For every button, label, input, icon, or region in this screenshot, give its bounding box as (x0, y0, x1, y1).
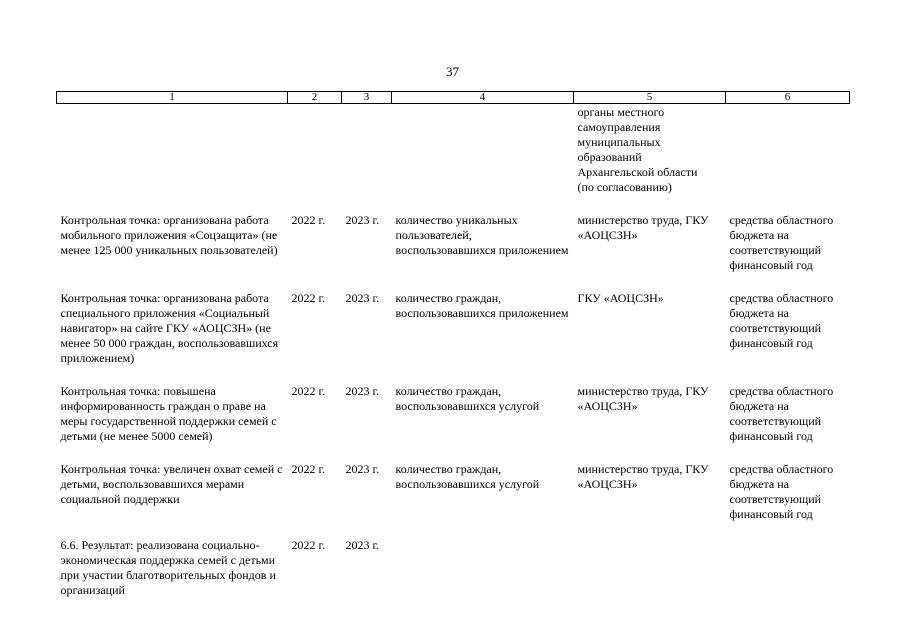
column-header-4: 4 (392, 92, 574, 104)
row-end-year: 2023 г. (345, 213, 380, 227)
row-responsible: министерство труда, ГКУ «АОЦСЗН» (577, 462, 709, 491)
row-indicator: количество уникальных пользователей, воспользовавшихся приложением (395, 213, 569, 257)
row-start-year: 2022 г. (291, 462, 326, 476)
row-start-year: 2022 г. (291, 213, 326, 227)
table-row (57, 291, 850, 384)
row-description: 6.6. Результат: реализована социально-экономическая поддержка семей с детьми при участии благотворительных фондов и организаций (60, 538, 276, 597)
table-row (57, 213, 850, 291)
row-start-year: 2022 г. (291, 291, 326, 305)
header-row (57, 92, 850, 104)
page-number: 37 (446, 64, 459, 79)
plan-table (56, 91, 850, 598)
column-header-6: 6 (726, 92, 850, 104)
row-funding (726, 538, 850, 598)
row-indicator (392, 538, 574, 598)
column-header-2: 2 (288, 92, 342, 104)
table-row (57, 384, 850, 462)
row-description: Контрольная точка: организована работа специального приложения «Социальный навигатор» на сайте ГКУ «АОЦСЗН» (не менее 50 000 граждан, воспользовавшихся приложением) (60, 291, 279, 365)
row-responsible: министерство труда, ГКУ «АОЦСЗН» (577, 384, 709, 413)
row-start-year: 2022 г. (291, 538, 326, 552)
column-header-5: 5 (574, 92, 726, 104)
row-description: Контрольная точка: организована работа мобильного приложения «Соцзащита» (не менее 125 000 уникальных пользователей) (60, 213, 278, 257)
row-responsible: министерство труда, ГКУ «АОЦСЗН» (577, 213, 709, 242)
row-responsible: органы местного самоуправления муниципальных образований Архангельской области (по согласованию) (577, 105, 698, 194)
row-funding: средства областного бюджета на соответствующий финансовый год (729, 462, 834, 521)
row-start-year (288, 104, 342, 214)
row-funding: средства областного бюджета на соответствующий финансовый год (729, 213, 834, 272)
table-row (57, 538, 850, 598)
table-row (57, 104, 850, 214)
column-header-1: 1 (57, 92, 288, 104)
row-description: Контрольная точка: увеличен охват семей с детьми, воспользовавшихся мерами социальной поддержки (60, 462, 283, 506)
row-indicator: количество граждан, воспользовавшихся услугой (395, 462, 540, 491)
row-responsible (574, 538, 726, 598)
row-funding: средства областного бюджета на соответствующий финансовый год (729, 384, 834, 443)
row-end-year: 2023 г. (345, 538, 380, 552)
table-row (57, 462, 850, 538)
row-start-year: 2022 г. (291, 384, 326, 398)
row-funding: средства областного бюджета на соответствующий финансовый год (729, 291, 834, 350)
row-end-year (342, 104, 392, 214)
row-description (57, 104, 288, 214)
row-end-year: 2023 г. (345, 384, 380, 398)
row-end-year: 2023 г. (345, 291, 380, 305)
column-header-3: 3 (342, 92, 392, 104)
row-description: Контрольная точка: повышена информированность граждан о праве на меры государственной поддержки семей с детьми (не менее 5000 семей) (60, 384, 277, 443)
row-indicator (392, 104, 574, 214)
row-end-year: 2023 г. (345, 462, 380, 476)
row-funding (726, 104, 850, 214)
row-indicator: количество граждан, воспользовавшихся услугой (395, 384, 540, 413)
row-indicator: количество граждан, воспользовавшихся приложением (395, 291, 569, 320)
row-responsible: ГКУ «АОЦСЗН» (577, 291, 664, 305)
